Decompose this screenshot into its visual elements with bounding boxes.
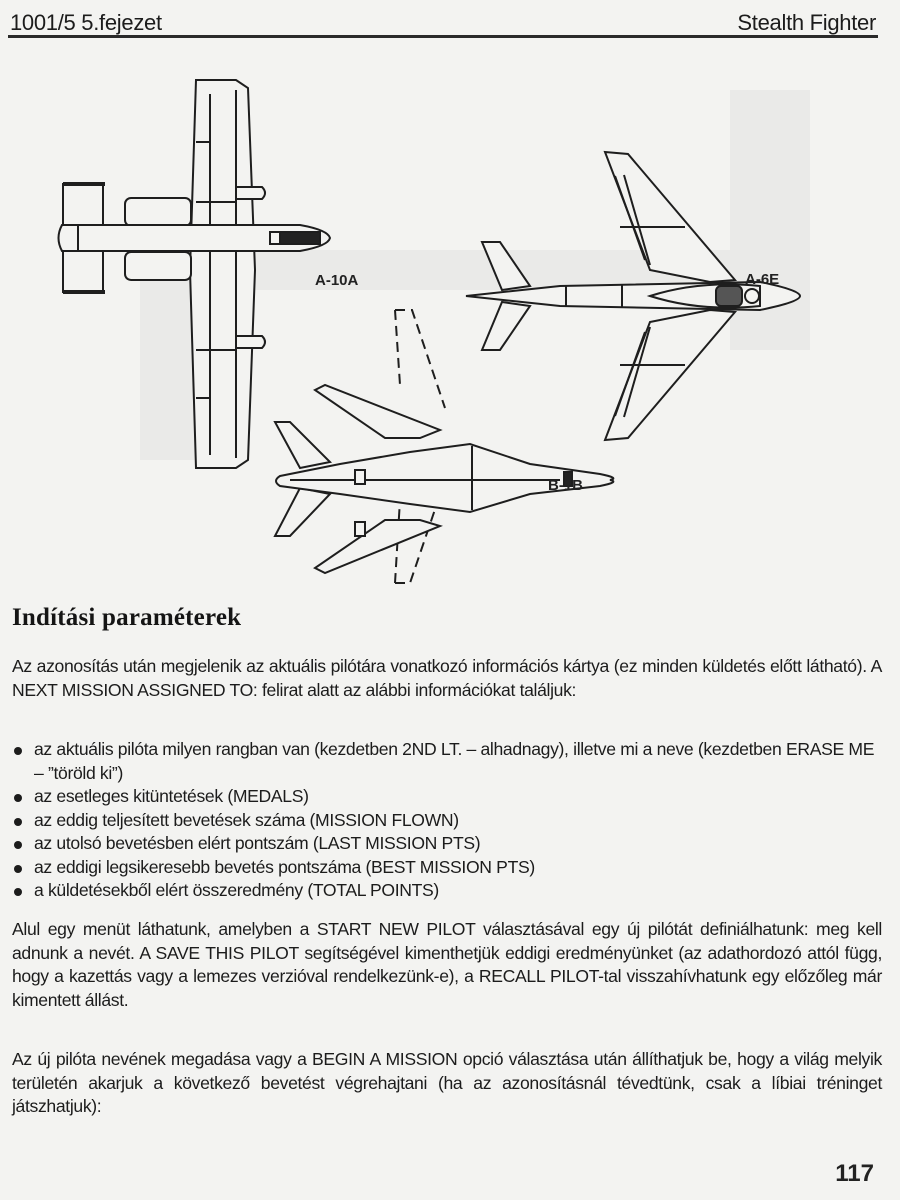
bullet-icon bbox=[14, 841, 22, 849]
list-item bbox=[12, 856, 882, 880]
bullet-icon bbox=[14, 794, 22, 802]
list-item-text: az aktuális pilóta milyen rangban van (kezdetben 2ND LT. – alhadnagy), illetve mi a neve (kezdetben ERASE ME – ”töröld ki”) bbox=[34, 739, 875, 783]
bullet-icon bbox=[14, 818, 22, 826]
menu-paragraph: Alul egy menüt láthatunk, amelyben a START NEW PILOT választásával egy új pilótát definiálhatunk: meg kell adnunk a nevét. A SAVE THIS PILOT segítségével kimenthetjük eddigi eredményünket (az adathordozó attól függ, hogy a kazettás vagy a lemezes verzióval rendelkezünk-e), a RECALL PILOT-tal visszahívhatunk egy előzőleg már kimentett állást. bbox=[12, 919, 882, 1010]
list-item bbox=[12, 832, 882, 856]
list-item bbox=[12, 879, 882, 903]
list-item-text: az eddig teljesített bevetések száma (MISSION FLOWN) bbox=[34, 809, 459, 830]
aircraft-label-a10a: A-10A bbox=[315, 272, 359, 289]
page-number: 117 bbox=[835, 1160, 874, 1187]
section-heading: Indítási paraméterek bbox=[12, 604, 242, 631]
pilot-info-list bbox=[12, 738, 882, 903]
aircraft-label-b1b: B-1B bbox=[548, 477, 584, 494]
bullet-icon bbox=[14, 747, 22, 755]
list-item-text: az eddigi legsikeresebb bevetés pontszáma (BEST MISSION PTS) bbox=[34, 856, 535, 877]
a10a-aircraft-icon bbox=[59, 80, 331, 468]
mission-paragraph: Az új pilóta nevének megadása vagy a BEGIN A MISSION opció választása után állíthatjuk be, hogy a világ melyik területén akarjuk a következő bevetést végrehajtani (ha az azonosításnál tévedtünk, csak a líbiai tréninget játszhatjuk): bbox=[12, 1049, 882, 1116]
running-header bbox=[10, 8, 876, 38]
book-title: Stealth Fighter bbox=[737, 10, 876, 35]
list-item bbox=[12, 785, 882, 809]
aircraft-label-a6e: A-6E bbox=[745, 271, 780, 288]
header-rule bbox=[8, 35, 878, 38]
list-item bbox=[12, 738, 882, 785]
list-item-text: az utolsó bevetésben elért pontszám (LAST MISSION PTS) bbox=[34, 833, 481, 853]
list-item bbox=[12, 809, 882, 833]
bullet-icon bbox=[14, 888, 22, 896]
a6e-aircraft-icon bbox=[466, 152, 800, 440]
list-item-text: a küldetésekből elért összeredmény (TOTAL POINTS) bbox=[34, 880, 439, 900]
bullet-icon bbox=[14, 865, 22, 873]
aircraft-figure bbox=[0, 60, 900, 600]
intro-paragraph: Az azonosítás után megjelenik az aktuális pilótára vonatkozó információs kártya (ez minden küldetés előtt látható). A NEXT MISSION ASSIGNED TO: felirat alatt az alábbi információkat találjuk: bbox=[12, 656, 882, 700]
chapter-label: 1001/5 5.fejezet bbox=[10, 10, 162, 35]
list-item-text: az esetleges kitüntetések (MEDALS) bbox=[34, 786, 309, 806]
b1b-aircraft-icon bbox=[275, 310, 613, 583]
